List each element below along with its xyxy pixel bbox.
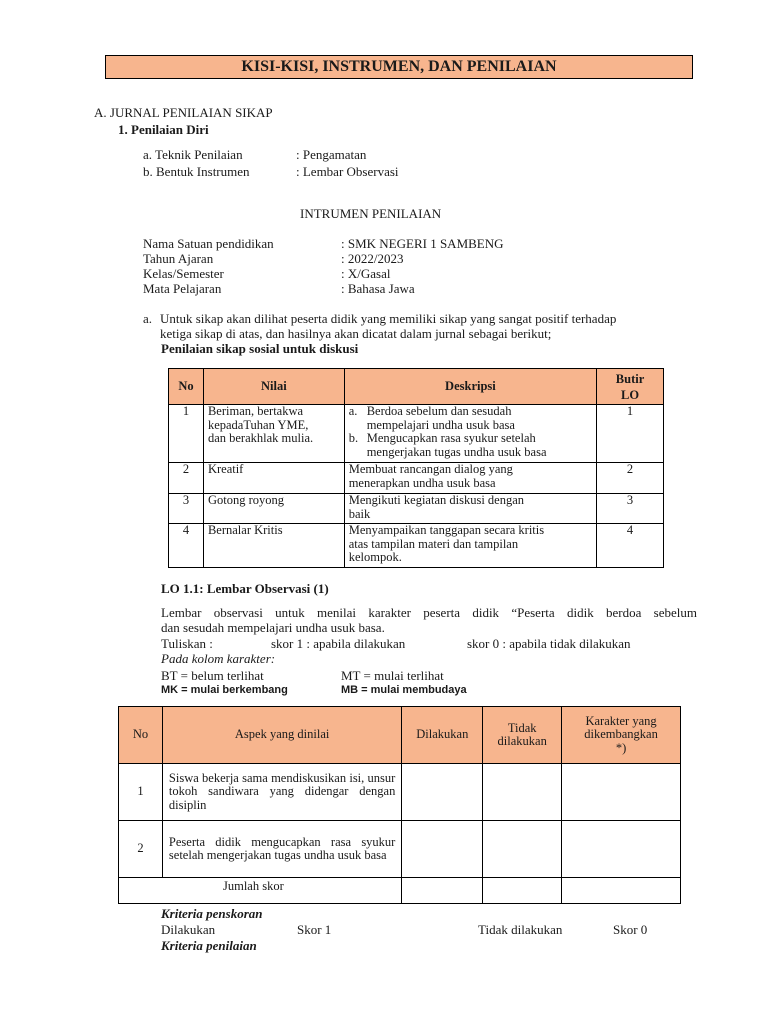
row-nilai: Kreatif bbox=[203, 463, 344, 494]
identity-label: Nama Satuan pendidikan bbox=[143, 236, 274, 251]
row-no: 2 bbox=[119, 821, 163, 878]
table-row bbox=[169, 463, 664, 494]
table1-caption: Penilaian sikap sosial untuk diskusi bbox=[161, 341, 359, 356]
bt-legend: BT = belum terlihat bbox=[161, 668, 264, 683]
identity-value: : Bahasa Jawa bbox=[341, 281, 415, 296]
header-karakter bbox=[562, 707, 681, 764]
cell-karakter[interactable] bbox=[562, 821, 681, 878]
row-deskripsi bbox=[344, 494, 596, 524]
identity-label: Mata Pelajaran bbox=[143, 281, 222, 296]
desc-letter: a. bbox=[348, 404, 358, 418]
table-row bbox=[119, 821, 681, 878]
header-aspek: Aspek yang dinilai bbox=[162, 707, 401, 764]
row-nilai bbox=[203, 405, 344, 463]
row-no: 3 bbox=[169, 494, 204, 524]
desc-line: atas tampilan materi dan tampilan bbox=[348, 536, 519, 551]
cell-dilakukan[interactable] bbox=[402, 764, 483, 821]
row-no: 4 bbox=[169, 524, 204, 568]
desc-line: Berdoa sebelum dan sesudah bbox=[366, 404, 512, 418]
section-heading: A. JURNAL PENILAIAN SIKAP bbox=[94, 105, 273, 120]
identity-label: Tahun Ajaran bbox=[143, 251, 214, 266]
row-deskripsi bbox=[344, 405, 596, 463]
identity-label: Kelas/Semester bbox=[143, 266, 224, 281]
cell-dilakukan-total[interactable] bbox=[402, 878, 483, 904]
desc-line: mengerjakan tugas undha usuk basa bbox=[366, 444, 547, 459]
row-lo: 2 bbox=[597, 463, 664, 494]
bentuk-label: b. Bentuk Instrumen bbox=[143, 164, 250, 179]
desc-line: Membuat rancangan dialog yang bbox=[348, 462, 513, 476]
header-line: *) bbox=[615, 740, 627, 755]
header-no: No bbox=[169, 369, 204, 405]
lembar-line: Lembar observasi untuk menilai karakter peserta didik “Peserta didik berdoa sebelum bbox=[161, 605, 697, 620]
header-deskripsi: Deskripsi bbox=[344, 369, 596, 405]
desc-line: kelompok. bbox=[348, 550, 402, 564]
header-dilakukan: Dilakukan bbox=[402, 707, 483, 764]
nilai-line: kepadaTuhan YME, bbox=[207, 417, 309, 432]
lo-title: LO 1.1: Lembar Observasi (1) bbox=[161, 581, 329, 596]
nilai-line: dan berakhlak mulia. bbox=[207, 431, 314, 445]
sikap-sosial-table bbox=[168, 368, 664, 568]
row-no: 1 bbox=[169, 405, 204, 463]
desc-line: Mengikuti kegiatan diskusi dengan bbox=[348, 493, 525, 507]
skor-1-note: skor 1 : apabila dilakukan bbox=[271, 636, 406, 651]
header-line: dilakukan bbox=[497, 734, 547, 748]
row-lo: 4 bbox=[597, 524, 664, 568]
header-tidak-dilakukan bbox=[483, 707, 562, 764]
row-no: 2 bbox=[169, 463, 204, 494]
skor-0-note: skor 0 : apabila tidak dilakukan bbox=[467, 636, 631, 651]
identity-value: : 2022/2023 bbox=[341, 251, 404, 266]
dilakukan-label: Dilakukan bbox=[161, 922, 216, 937]
row-nilai: Bernalar Kritis bbox=[203, 524, 344, 568]
desc-line: Menyampaikan tanggapan secara kritis bbox=[348, 523, 545, 537]
row-lo: 1 bbox=[597, 405, 664, 463]
table-row bbox=[169, 405, 664, 463]
cell-tidak-dilakukan-total[interactable] bbox=[483, 878, 562, 904]
subsection-heading: 1. Penilaian Diri bbox=[118, 122, 209, 137]
header-line: Karakter yang bbox=[585, 713, 657, 728]
row-aspek: Peserta didik mengucapkan rasa syukur setelah mengerjakan tugas undha usuk basa bbox=[162, 821, 401, 878]
intro-line: ketiga sikap di atas, dan hasilnya akan dicatat dalam jurnal sebagai berikut; bbox=[160, 326, 552, 341]
skor-0-label: Skor 0 bbox=[613, 922, 648, 937]
desc-item bbox=[349, 405, 592, 432]
table-row bbox=[169, 524, 664, 568]
header-butir: Butir bbox=[615, 371, 645, 386]
desc-letter: b. bbox=[348, 431, 359, 445]
header-lo: LO bbox=[621, 387, 640, 402]
header-line: dikembangkan bbox=[584, 727, 658, 742]
row-lo: 3 bbox=[597, 494, 664, 524]
teknik-label: a. Teknik Penilaian bbox=[143, 147, 243, 162]
nilai-line: Beriman, bertakwa bbox=[207, 404, 304, 418]
cell-karakter[interactable] bbox=[562, 764, 681, 821]
cell-dilakukan[interactable] bbox=[402, 821, 483, 878]
desc-line: menerapkan undha usuk basa bbox=[348, 475, 496, 490]
header-line: Tidak bbox=[507, 720, 537, 735]
observasi-table bbox=[118, 706, 681, 904]
desc-line: baik bbox=[348, 506, 371, 521]
pada-kolom-label: Pada kolom karakter: bbox=[161, 651, 276, 666]
header-butir-lo bbox=[597, 369, 664, 405]
table-header-row bbox=[119, 707, 681, 764]
identity-value: : X/Gasal bbox=[341, 266, 391, 281]
page-title: KISI-KISI, INSTRUMEN, DAN PENILAIAN bbox=[105, 55, 693, 79]
kriteria-penskoran-heading: Kriteria penskoran bbox=[161, 906, 263, 921]
instrumen-title: INTRUMEN PENILAIAN bbox=[300, 206, 442, 221]
row-aspek: Siswa bekerja sama mendiskusikan isi, unsur tokoh sandiwara yang didengar dengan disiplin bbox=[162, 764, 401, 821]
teknik-value: : Pengamatan bbox=[296, 147, 367, 162]
mk-legend: MK = mulai berkembang bbox=[161, 684, 288, 696]
row-deskripsi bbox=[344, 524, 596, 568]
table-header-row bbox=[169, 369, 664, 405]
row-nilai: Gotong royong bbox=[203, 494, 344, 524]
kriteria-penilaian-heading: Kriteria penilaian bbox=[161, 938, 257, 953]
identity-value: : SMK NEGERI 1 SAMBENG bbox=[341, 236, 504, 251]
table-row bbox=[119, 764, 681, 821]
cell-karakter-total[interactable] bbox=[562, 878, 681, 904]
bentuk-value: : Lembar Observasi bbox=[296, 164, 399, 179]
cell-tidak-dilakukan[interactable] bbox=[483, 764, 562, 821]
tuliskan-label: Tuliskan : bbox=[161, 636, 213, 651]
mt-legend: MT = mulai terlihat bbox=[341, 668, 444, 683]
lembar-line: dan sesudah mempelajari undha usuk basa. bbox=[161, 620, 385, 635]
row-no: 1 bbox=[119, 764, 163, 821]
row-deskripsi bbox=[344, 463, 596, 494]
header-no: No bbox=[119, 707, 163, 764]
table-total-row bbox=[119, 878, 681, 904]
cell-tidak-dilakukan[interactable] bbox=[483, 821, 562, 878]
mb-legend: MB = mulai membudaya bbox=[341, 684, 467, 696]
desc-item bbox=[349, 432, 592, 459]
intro-line: Untuk sikap akan dilihat peserta didik yang memiliki sikap yang sangat positif terhadap bbox=[160, 311, 617, 326]
header-nilai: Nilai bbox=[203, 369, 344, 405]
table-row bbox=[169, 494, 664, 524]
intro-letter: a. bbox=[143, 311, 153, 326]
jumlah-skor-label: Jumlah skor bbox=[119, 878, 402, 904]
tidak-dilakukan-label: Tidak dilakukan bbox=[478, 922, 563, 937]
desc-line: mempelajari undha usuk basa bbox=[366, 417, 515, 432]
desc-line: Mengucapkan rasa syukur setelah bbox=[366, 431, 536, 445]
skor-1-label: Skor 1 bbox=[297, 922, 332, 937]
